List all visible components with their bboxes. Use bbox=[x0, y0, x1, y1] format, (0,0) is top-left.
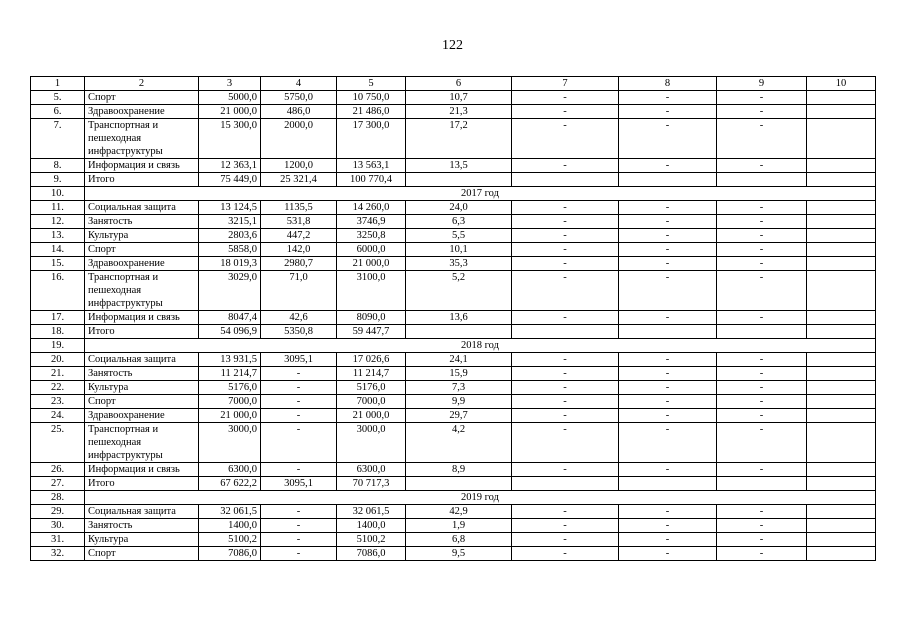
table-row bbox=[31, 215, 876, 229]
data-cell bbox=[717, 173, 807, 187]
amount-cell: 531,8 bbox=[261, 215, 337, 229]
row-number-cell: 14. bbox=[31, 243, 85, 257]
share-cell: 9,5 bbox=[406, 547, 512, 561]
data-cell: - bbox=[619, 533, 717, 547]
amount-cell: 5000,0 bbox=[199, 91, 261, 105]
category-cell: Транспортная и пешеходная инфраструктуры bbox=[85, 271, 199, 311]
data-cell bbox=[807, 119, 876, 159]
amount-cell: 5350,8 bbox=[261, 325, 337, 339]
data-cell: - bbox=[512, 463, 619, 477]
data-cell: - bbox=[717, 271, 807, 311]
share-cell: 15,9 bbox=[406, 367, 512, 381]
year-row bbox=[31, 491, 876, 505]
year-heading: 2019 год bbox=[85, 491, 876, 505]
row-number-cell: 9. bbox=[31, 173, 85, 187]
data-cell: - bbox=[717, 463, 807, 477]
data-cell bbox=[512, 325, 619, 339]
total-cell: 59 447,7 bbox=[337, 325, 406, 339]
category-cell: Культура bbox=[85, 533, 199, 547]
category-cell: Занятость bbox=[85, 519, 199, 533]
data-cell bbox=[619, 477, 717, 491]
data-cell: - bbox=[717, 533, 807, 547]
data-cell: - bbox=[512, 201, 619, 215]
data-cell bbox=[807, 173, 876, 187]
amount-cell: 2803,6 bbox=[199, 229, 261, 243]
total-cell: 14 260,0 bbox=[337, 201, 406, 215]
data-cell bbox=[512, 173, 619, 187]
row-number-cell: 7. bbox=[31, 119, 85, 159]
category-cell: Социальная защита bbox=[85, 505, 199, 519]
row-number-cell: 11. bbox=[31, 201, 85, 215]
row-number-cell: 15. bbox=[31, 257, 85, 271]
amount-cell: 13 124,5 bbox=[199, 201, 261, 215]
data-cell: - bbox=[619, 311, 717, 325]
data-cell bbox=[807, 423, 876, 463]
header-cell: 5 bbox=[337, 77, 406, 91]
data-cell bbox=[807, 547, 876, 561]
data-cell: - bbox=[512, 119, 619, 159]
data-cell: - bbox=[717, 353, 807, 367]
table-row bbox=[31, 519, 876, 533]
table-row bbox=[31, 477, 876, 491]
page-number: 122 bbox=[442, 38, 463, 53]
category-cell: Транспортная и пешеходная инфраструктуры bbox=[85, 119, 199, 159]
data-cell bbox=[807, 91, 876, 105]
amount-cell: 3095,1 bbox=[261, 353, 337, 367]
data-cell: - bbox=[619, 91, 717, 105]
row-number-cell: 12. bbox=[31, 215, 85, 229]
data-cell: - bbox=[717, 159, 807, 173]
data-cell: - bbox=[717, 395, 807, 409]
share-cell: 8,9 bbox=[406, 463, 512, 477]
data-cell: - bbox=[619, 423, 717, 463]
data-cell: - bbox=[512, 215, 619, 229]
row-number-cell: 6. bbox=[31, 105, 85, 119]
data-cell: - bbox=[512, 547, 619, 561]
amount-cell: - bbox=[261, 519, 337, 533]
data-cell bbox=[807, 159, 876, 173]
share-cell: 13,5 bbox=[406, 159, 512, 173]
data-cell: - bbox=[717, 423, 807, 463]
row-number-cell: 28. bbox=[31, 491, 85, 505]
total-cell: 3000,0 bbox=[337, 423, 406, 463]
year-heading: 2018 год bbox=[85, 339, 876, 353]
header-cell: 3 bbox=[199, 77, 261, 91]
total-cell: 32 061,5 bbox=[337, 505, 406, 519]
data-cell: - bbox=[512, 367, 619, 381]
header-cell: 9 bbox=[717, 77, 807, 91]
amount-cell: - bbox=[261, 463, 337, 477]
data-cell: - bbox=[619, 201, 717, 215]
share-cell bbox=[406, 325, 512, 339]
share-cell: 4,2 bbox=[406, 423, 512, 463]
row-number-cell: 27. bbox=[31, 477, 85, 491]
share-cell: 6,8 bbox=[406, 533, 512, 547]
amount-cell: 486,0 bbox=[261, 105, 337, 119]
share-cell: 24,0 bbox=[406, 201, 512, 215]
data-cell bbox=[807, 105, 876, 119]
row-number-cell: 20. bbox=[31, 353, 85, 367]
category-cell: Спорт bbox=[85, 243, 199, 257]
table-row bbox=[31, 395, 876, 409]
share-cell: 6,3 bbox=[406, 215, 512, 229]
header-cell: 4 bbox=[261, 77, 337, 91]
year-heading: 2017 год bbox=[85, 187, 876, 201]
table-row bbox=[31, 201, 876, 215]
row-number-cell: 18. bbox=[31, 325, 85, 339]
data-cell: - bbox=[512, 353, 619, 367]
total-cell: 13 563,1 bbox=[337, 159, 406, 173]
data-cell: - bbox=[717, 105, 807, 119]
share-cell: 5,5 bbox=[406, 229, 512, 243]
total-cell: 17 026,6 bbox=[337, 353, 406, 367]
data-cell: - bbox=[717, 505, 807, 519]
amount-cell: 3000,0 bbox=[199, 423, 261, 463]
data-cell: - bbox=[512, 105, 619, 119]
category-cell: Информация и связь bbox=[85, 463, 199, 477]
table-row bbox=[31, 229, 876, 243]
table-row bbox=[31, 325, 876, 339]
header-cell: 6 bbox=[406, 77, 512, 91]
row-number-cell: 24. bbox=[31, 409, 85, 423]
category-cell: Здравоохранение bbox=[85, 409, 199, 423]
table-row bbox=[31, 463, 876, 477]
data-cell: - bbox=[717, 311, 807, 325]
category-cell: Спорт bbox=[85, 547, 199, 561]
row-number-cell: 16. bbox=[31, 271, 85, 311]
table-row bbox=[31, 423, 876, 463]
header-cell: 10 bbox=[807, 77, 876, 91]
category-cell: Социальная защита bbox=[85, 201, 199, 215]
amount-cell: 2000,0 bbox=[261, 119, 337, 159]
table-row bbox=[31, 271, 876, 311]
amount-cell: 5176,0 bbox=[199, 381, 261, 395]
category-cell: Занятость bbox=[85, 367, 199, 381]
data-cell bbox=[619, 173, 717, 187]
total-cell: 3100,0 bbox=[337, 271, 406, 311]
data-cell: - bbox=[512, 257, 619, 271]
share-cell: 1,9 bbox=[406, 519, 512, 533]
row-number-cell: 21. bbox=[31, 367, 85, 381]
share-cell: 21,3 bbox=[406, 105, 512, 119]
data-cell bbox=[807, 229, 876, 243]
row-number-cell: 5. bbox=[31, 91, 85, 105]
row-number-cell: 29. bbox=[31, 505, 85, 519]
total-cell: 6300,0 bbox=[337, 463, 406, 477]
table-row bbox=[31, 505, 876, 519]
row-number-cell: 22. bbox=[31, 381, 85, 395]
data-cell: - bbox=[512, 423, 619, 463]
data-cell bbox=[807, 395, 876, 409]
amount-cell: 5750,0 bbox=[261, 91, 337, 105]
data-cell: - bbox=[619, 257, 717, 271]
data-cell: - bbox=[619, 381, 717, 395]
data-cell bbox=[717, 477, 807, 491]
row-number-cell: 17. bbox=[31, 311, 85, 325]
data-cell bbox=[807, 519, 876, 533]
category-cell: Здравоохранение bbox=[85, 105, 199, 119]
data-cell bbox=[512, 477, 619, 491]
table-row bbox=[31, 119, 876, 159]
row-number-cell: 31. bbox=[31, 533, 85, 547]
amount-cell: 1400,0 bbox=[199, 519, 261, 533]
amount-cell: - bbox=[261, 505, 337, 519]
total-cell: 6000,0 bbox=[337, 243, 406, 257]
total-cell: 8090,0 bbox=[337, 311, 406, 325]
data-cell: - bbox=[717, 229, 807, 243]
amount-cell: - bbox=[261, 381, 337, 395]
share-cell: 10,7 bbox=[406, 91, 512, 105]
row-number-cell: 26. bbox=[31, 463, 85, 477]
amount-cell: 25 321,4 bbox=[261, 173, 337, 187]
amount-cell: 15 300,0 bbox=[199, 119, 261, 159]
row-number-cell: 23. bbox=[31, 395, 85, 409]
data-cell: - bbox=[512, 229, 619, 243]
table-row bbox=[31, 91, 876, 105]
data-cell bbox=[807, 215, 876, 229]
data-cell: - bbox=[619, 243, 717, 257]
amount-cell: - bbox=[261, 395, 337, 409]
data-cell: - bbox=[619, 367, 717, 381]
data-cell bbox=[807, 243, 876, 257]
amount-cell: 11 214,7 bbox=[199, 367, 261, 381]
data-cell: - bbox=[717, 243, 807, 257]
data-cell: - bbox=[512, 505, 619, 519]
data-cell: - bbox=[619, 215, 717, 229]
data-cell: - bbox=[512, 159, 619, 173]
data-cell: - bbox=[717, 367, 807, 381]
category-cell: Информация и связь bbox=[85, 311, 199, 325]
table-row bbox=[31, 159, 876, 173]
data-cell bbox=[807, 533, 876, 547]
table-row bbox=[31, 533, 876, 547]
category-cell: Информация и связь bbox=[85, 159, 199, 173]
column-number-row bbox=[31, 77, 876, 91]
data-cell bbox=[807, 463, 876, 477]
data-cell: - bbox=[619, 159, 717, 173]
data-cell: - bbox=[717, 119, 807, 159]
data-cell: - bbox=[619, 105, 717, 119]
amount-cell: 2980,7 bbox=[261, 257, 337, 271]
category-cell: Спорт bbox=[85, 395, 199, 409]
share-cell: 35,3 bbox=[406, 257, 512, 271]
data-cell: - bbox=[512, 381, 619, 395]
total-cell: 1400,0 bbox=[337, 519, 406, 533]
header-cell: 1 bbox=[31, 77, 85, 91]
data-cell: - bbox=[619, 547, 717, 561]
row-number-cell: 32. bbox=[31, 547, 85, 561]
category-cell: Культура bbox=[85, 381, 199, 395]
amount-cell: - bbox=[261, 547, 337, 561]
data-cell: - bbox=[512, 409, 619, 423]
row-number-cell: 19. bbox=[31, 339, 85, 353]
data-cell bbox=[807, 271, 876, 311]
amount-cell: 21 000,0 bbox=[199, 105, 261, 119]
amount-cell: 67 622,2 bbox=[199, 477, 261, 491]
amount-cell: 7000,0 bbox=[199, 395, 261, 409]
data-cell bbox=[807, 367, 876, 381]
row-number-cell: 30. bbox=[31, 519, 85, 533]
data-cell bbox=[807, 325, 876, 339]
amount-cell: 42,6 bbox=[261, 311, 337, 325]
share-cell bbox=[406, 173, 512, 187]
data-cell: - bbox=[512, 91, 619, 105]
data-cell: - bbox=[717, 381, 807, 395]
category-cell: Транспортная и пешеходная инфраструктуры bbox=[85, 423, 199, 463]
share-cell: 5,2 bbox=[406, 271, 512, 311]
amount-cell: - bbox=[261, 409, 337, 423]
data-cell: - bbox=[619, 409, 717, 423]
total-cell: 21 000,0 bbox=[337, 257, 406, 271]
category-cell: Итого bbox=[85, 477, 199, 491]
total-cell: 21 000,0 bbox=[337, 409, 406, 423]
data-cell bbox=[807, 201, 876, 215]
table-row bbox=[31, 105, 876, 119]
data-cell: - bbox=[619, 395, 717, 409]
amount-cell: - bbox=[261, 423, 337, 463]
data-cell: - bbox=[717, 91, 807, 105]
share-cell: 24,1 bbox=[406, 353, 512, 367]
amount-cell: - bbox=[261, 367, 337, 381]
data-cell: - bbox=[717, 547, 807, 561]
amount-cell: 75 449,0 bbox=[199, 173, 261, 187]
table-row bbox=[31, 173, 876, 187]
year-row bbox=[31, 339, 876, 353]
amount-cell: 1135,5 bbox=[261, 201, 337, 215]
data-cell bbox=[807, 353, 876, 367]
row-number-cell: 10. bbox=[31, 187, 85, 201]
category-cell: Социальная защита bbox=[85, 353, 199, 367]
data-cell bbox=[717, 325, 807, 339]
data-cell: - bbox=[717, 519, 807, 533]
category-cell: Итого bbox=[85, 325, 199, 339]
data-cell: - bbox=[619, 463, 717, 477]
data-cell: - bbox=[619, 505, 717, 519]
table-body bbox=[31, 91, 876, 561]
data-cell bbox=[807, 409, 876, 423]
share-cell: 29,7 bbox=[406, 409, 512, 423]
data-cell: - bbox=[512, 519, 619, 533]
share-cell bbox=[406, 477, 512, 491]
amount-cell: 5100,2 bbox=[199, 533, 261, 547]
total-cell: 5176,0 bbox=[337, 381, 406, 395]
amount-cell: 6300,0 bbox=[199, 463, 261, 477]
total-cell: 3746,9 bbox=[337, 215, 406, 229]
amount-cell: 7086,0 bbox=[199, 547, 261, 561]
data-cell: - bbox=[619, 353, 717, 367]
amount-cell: 54 096,9 bbox=[199, 325, 261, 339]
row-number-cell: 8. bbox=[31, 159, 85, 173]
data-cell bbox=[807, 257, 876, 271]
data-cell: - bbox=[512, 311, 619, 325]
data-cell: - bbox=[717, 201, 807, 215]
amount-cell: 32 061,5 bbox=[199, 505, 261, 519]
category-cell: Здравоохранение bbox=[85, 257, 199, 271]
total-cell: 11 214,7 bbox=[337, 367, 406, 381]
total-cell: 17 300,0 bbox=[337, 119, 406, 159]
table-row bbox=[31, 547, 876, 561]
category-cell: Спорт bbox=[85, 91, 199, 105]
share-cell: 10,1 bbox=[406, 243, 512, 257]
total-cell: 7086,0 bbox=[337, 547, 406, 561]
amount-cell: 3095,1 bbox=[261, 477, 337, 491]
data-cell: - bbox=[619, 271, 717, 311]
data-cell bbox=[807, 477, 876, 491]
amount-cell: 12 363,1 bbox=[199, 159, 261, 173]
amount-cell: 21 000,0 bbox=[199, 409, 261, 423]
table-row bbox=[31, 311, 876, 325]
data-cell: - bbox=[512, 395, 619, 409]
total-cell: 21 486,0 bbox=[337, 105, 406, 119]
amount-cell: 5858,0 bbox=[199, 243, 261, 257]
total-cell: 70 717,3 bbox=[337, 477, 406, 491]
table-row bbox=[31, 409, 876, 423]
share-cell: 7,3 bbox=[406, 381, 512, 395]
table-row bbox=[31, 243, 876, 257]
total-cell: 7000,0 bbox=[337, 395, 406, 409]
data-cell: - bbox=[512, 533, 619, 547]
table-row bbox=[31, 381, 876, 395]
amount-cell: 3029,0 bbox=[199, 271, 261, 311]
total-cell: 5100,2 bbox=[337, 533, 406, 547]
total-cell: 3250,8 bbox=[337, 229, 406, 243]
share-cell: 42,9 bbox=[406, 505, 512, 519]
data-cell: - bbox=[717, 257, 807, 271]
share-cell: 17,2 bbox=[406, 119, 512, 159]
total-cell: 100 770,4 bbox=[337, 173, 406, 187]
amount-cell: 13 931,5 bbox=[199, 353, 261, 367]
amount-cell: 1200,0 bbox=[261, 159, 337, 173]
data-cell bbox=[807, 381, 876, 395]
share-cell: 13,6 bbox=[406, 311, 512, 325]
amount-cell: 71,0 bbox=[261, 271, 337, 311]
data-cell: - bbox=[717, 215, 807, 229]
year-row bbox=[31, 187, 876, 201]
data-cell: - bbox=[512, 271, 619, 311]
header-cell: 2 bbox=[85, 77, 199, 91]
data-cell: - bbox=[619, 229, 717, 243]
share-cell: 9,9 bbox=[406, 395, 512, 409]
data-cell bbox=[807, 505, 876, 519]
amount-cell: 8047,4 bbox=[199, 311, 261, 325]
budget-table bbox=[30, 76, 876, 561]
amount-cell: 3215,1 bbox=[199, 215, 261, 229]
amount-cell: 142,0 bbox=[261, 243, 337, 257]
amount-cell: 447,2 bbox=[261, 229, 337, 243]
amount-cell: 18 019,3 bbox=[199, 257, 261, 271]
data-cell: - bbox=[717, 409, 807, 423]
data-cell: - bbox=[512, 243, 619, 257]
row-number-cell: 25. bbox=[31, 423, 85, 463]
category-cell: Занятость bbox=[85, 215, 199, 229]
category-cell: Итого bbox=[85, 173, 199, 187]
row-number-cell: 13. bbox=[31, 229, 85, 243]
total-cell: 10 750,0 bbox=[337, 91, 406, 105]
data-cell: - bbox=[619, 119, 717, 159]
header-cell: 8 bbox=[619, 77, 717, 91]
data-cell: - bbox=[619, 519, 717, 533]
table-row bbox=[31, 367, 876, 381]
category-cell: Культура bbox=[85, 229, 199, 243]
table-row bbox=[31, 257, 876, 271]
data-cell bbox=[807, 311, 876, 325]
amount-cell: - bbox=[261, 533, 337, 547]
table-row bbox=[31, 353, 876, 367]
header-cell: 7 bbox=[512, 77, 619, 91]
data-cell bbox=[619, 325, 717, 339]
